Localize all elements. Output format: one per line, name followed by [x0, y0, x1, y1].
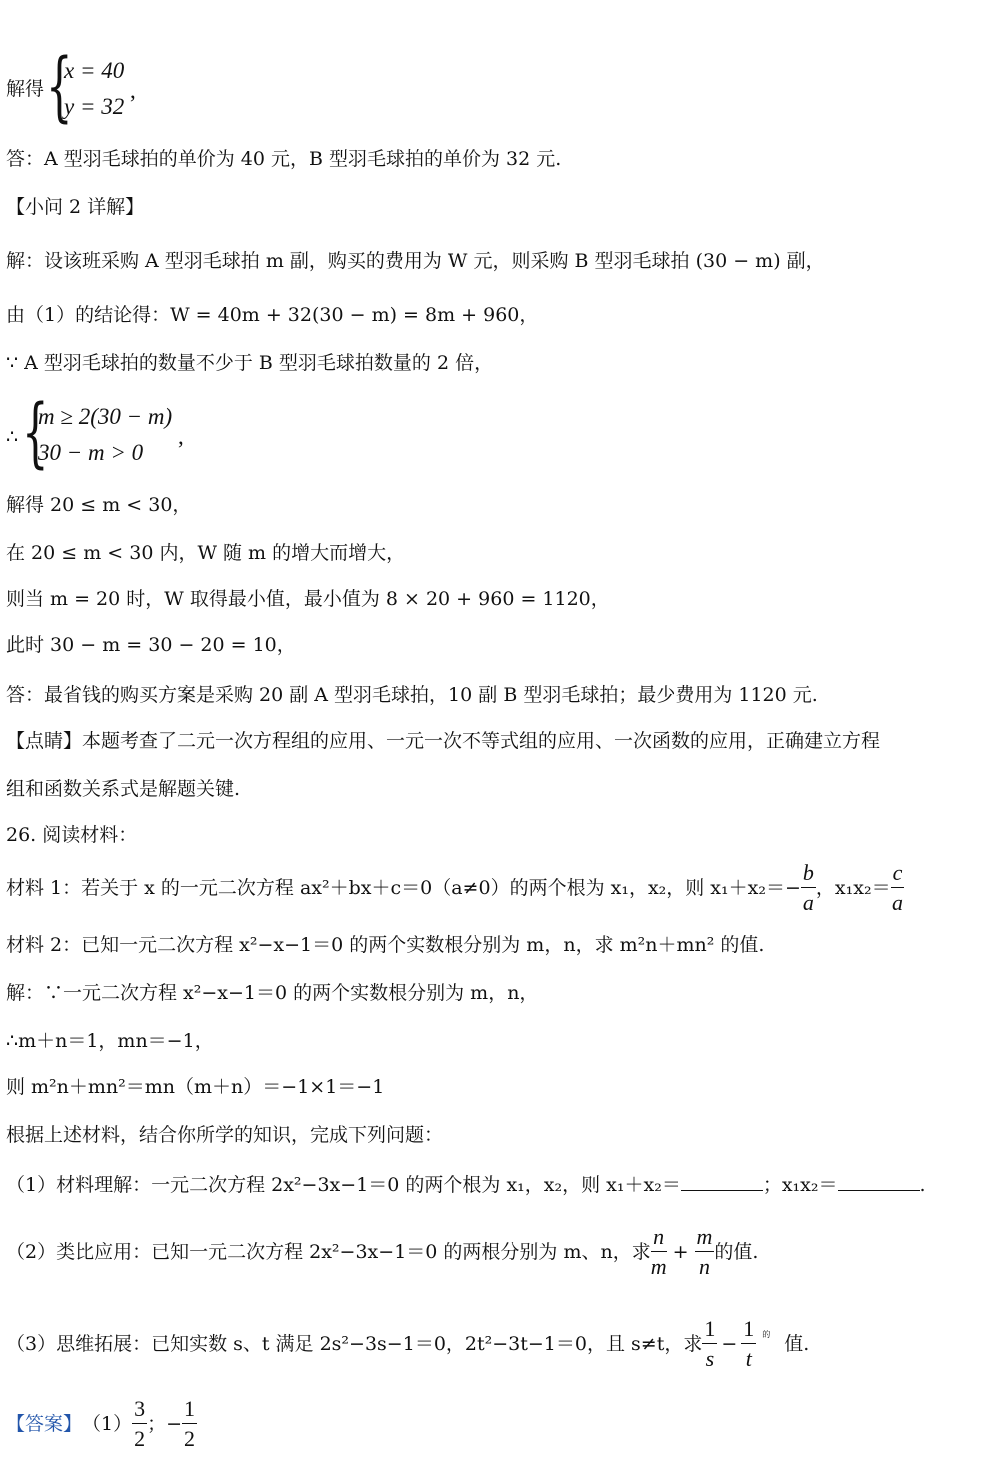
answer-line — [6, 1398, 197, 1450]
left-brace: { — [22, 387, 49, 476]
part-2 — [6, 1226, 758, 1278]
fraction-1-over-2 — [182, 1398, 197, 1450]
fraction-1-over-t — [741, 1318, 756, 1370]
solution-line: 由（1）的结论得：W = 40m + 32(30 − m) = 8m + 960， — [6, 304, 539, 326]
fraction-m-over-n — [695, 1226, 715, 1278]
system-prefix: ∴ — [6, 426, 19, 448]
solution-line: ∴m＋n＝1，mn＝−1， — [6, 1030, 214, 1052]
denominator: a — [802, 890, 814, 915]
minus-sign: − — [721, 1332, 738, 1355]
solution-line: 此时 30 − m = 30 − 20 = 10， — [6, 634, 296, 656]
numerator: m — [695, 1226, 715, 1252]
denominator: t — [745, 1346, 752, 1371]
answer-line-2: 答：最省钱的购买方案是采购 20 副 A 型羽毛球拍，10 副 B 型羽毛球拍；最少费用为 1120 元. — [6, 684, 818, 706]
instruction: 根据上述材料，结合你所学的知识，完成下列问题： — [6, 1124, 444, 1146]
part-3-end: 值. — [784, 1332, 810, 1355]
denominator: 2 — [184, 1426, 196, 1451]
equation-system-1 — [6, 41, 206, 132]
inequality-line: m ≥ 2(30 − m) — [38, 404, 173, 429]
equation-line: x = 40 — [64, 58, 125, 83]
fraction-n-over-m — [651, 1226, 667, 1278]
system-suffix: , — [178, 424, 184, 449]
answer-blank — [838, 1172, 920, 1191]
comment-line: 组和函数关系式是解题关键. — [6, 778, 241, 800]
question-title: 26. 阅读材料： — [6, 824, 138, 846]
solution-line: 解：∵一元二次方程 x²−x−1＝0 的两个实数根分别为 m，n， — [6, 982, 539, 1004]
numerator: 1 — [182, 1398, 197, 1424]
solution-line: 解：设该班采购 A 型羽毛球拍 m 副，购买的费用为 W 元，则采购 B 型羽毛球拍 (30 − m) 副， — [6, 250, 825, 272]
part-1-text: ；x₁x₂＝ — [762, 1174, 838, 1196]
material-1 — [6, 862, 904, 914]
fraction-3-over-2 — [132, 1398, 147, 1450]
numerator: 1 — [741, 1318, 756, 1344]
denominator: 2 — [134, 1426, 146, 1451]
fraction-c-over-a — [891, 862, 905, 914]
fraction-b-over-a — [801, 862, 816, 914]
part-2-text: （2）类比应用：已知一元二次方程 2x²−3x−1＝0 的两根分别为 m、n，求 — [6, 1240, 651, 1263]
denominator: a — [891, 890, 903, 915]
denominator: s — [705, 1346, 715, 1371]
equation-line: y = 32 — [64, 94, 125, 119]
solution-line: 则 m²n＋mn²＝mn（m＋n）＝−1×1＝−1 — [6, 1076, 385, 1098]
part-1 — [6, 1172, 926, 1195]
inequality-line: 30 − m > 0 — [38, 440, 144, 465]
numerator: n — [651, 1226, 667, 1252]
denominator: m — [650, 1254, 667, 1279]
solution-line: 在 20 ≤ m < 30 内，W 随 m 的增大而增大， — [6, 542, 406, 564]
system-prefix: 解得 — [6, 78, 45, 100]
comment-tag: 【点睛】 — [6, 730, 83, 752]
part-1-end: . — [919, 1174, 926, 1196]
subheading: 【小问 2 详解】 — [6, 196, 145, 218]
answer-tag: 【答案】 — [6, 1412, 83, 1435]
numerator: 3 — [132, 1398, 147, 1424]
numerator: c — [891, 862, 905, 888]
denominator: n — [698, 1254, 710, 1279]
solution-line: 解得 20 ≤ m < 30， — [6, 494, 192, 516]
answer-part: （1） — [82, 1412, 133, 1435]
fraction-1-over-s — [702, 1318, 717, 1370]
material-2: 材料 2：已知一元二次方程 x²−x−1＝0 的两个实数根分别为 m，n，求 m²n＋mn² 的值. — [6, 934, 765, 956]
part-2-end: 的值. — [714, 1240, 759, 1263]
numerator: 1 — [702, 1318, 717, 1344]
material-1-text: 材料 1：若关于 x 的一元二次方程 ax²＋bx＋c＝0（a≠0）的两个根为 x₁，x₂，则 x₁＋x₂＝− — [6, 876, 801, 899]
inequality-system — [6, 387, 226, 476]
system-suffix: , — [130, 78, 136, 103]
comment-text: 本题考查了二元一次方程组的应用、一元一次不等式组的应用、一次函数的应用，正确建立方程 — [82, 730, 881, 752]
solution-line: 则当 m = 20 时，W 取得最小值，最小值为 8 × 20 + 960 = 1120， — [6, 588, 610, 610]
answer-blank — [681, 1172, 763, 1191]
tiny-char: 的 — [762, 1330, 771, 1339]
part-1-text: （1）材料理解：一元二次方程 2x²−3x−1＝0 的两个根为 x₁，x₂，则 x₁＋x₂＝ — [6, 1174, 681, 1196]
left-brace: { — [46, 41, 73, 130]
comment-line — [6, 732, 880, 751]
part-3 — [6, 1318, 809, 1370]
part-3-text: （3）思维拓展：已知实数 s、t 满足 2s²−3s−1＝0，2t²−3t−1＝0，且 s≠t，求 — [6, 1332, 703, 1355]
plus-sign: + — [672, 1240, 689, 1263]
numerator: b — [801, 862, 816, 888]
answer-separator: ；− — [147, 1412, 183, 1435]
answer-line-1: 答：A 型羽毛球拍的单价为 40 元，B 型羽毛球拍的单价为 32 元. — [6, 148, 562, 170]
material-1-mid: ，x₁x₂＝ — [815, 876, 891, 899]
solution-line: ∵ A 型羽毛球拍的数量不少于 B 型羽毛球拍数量的 2 倍， — [6, 352, 494, 374]
